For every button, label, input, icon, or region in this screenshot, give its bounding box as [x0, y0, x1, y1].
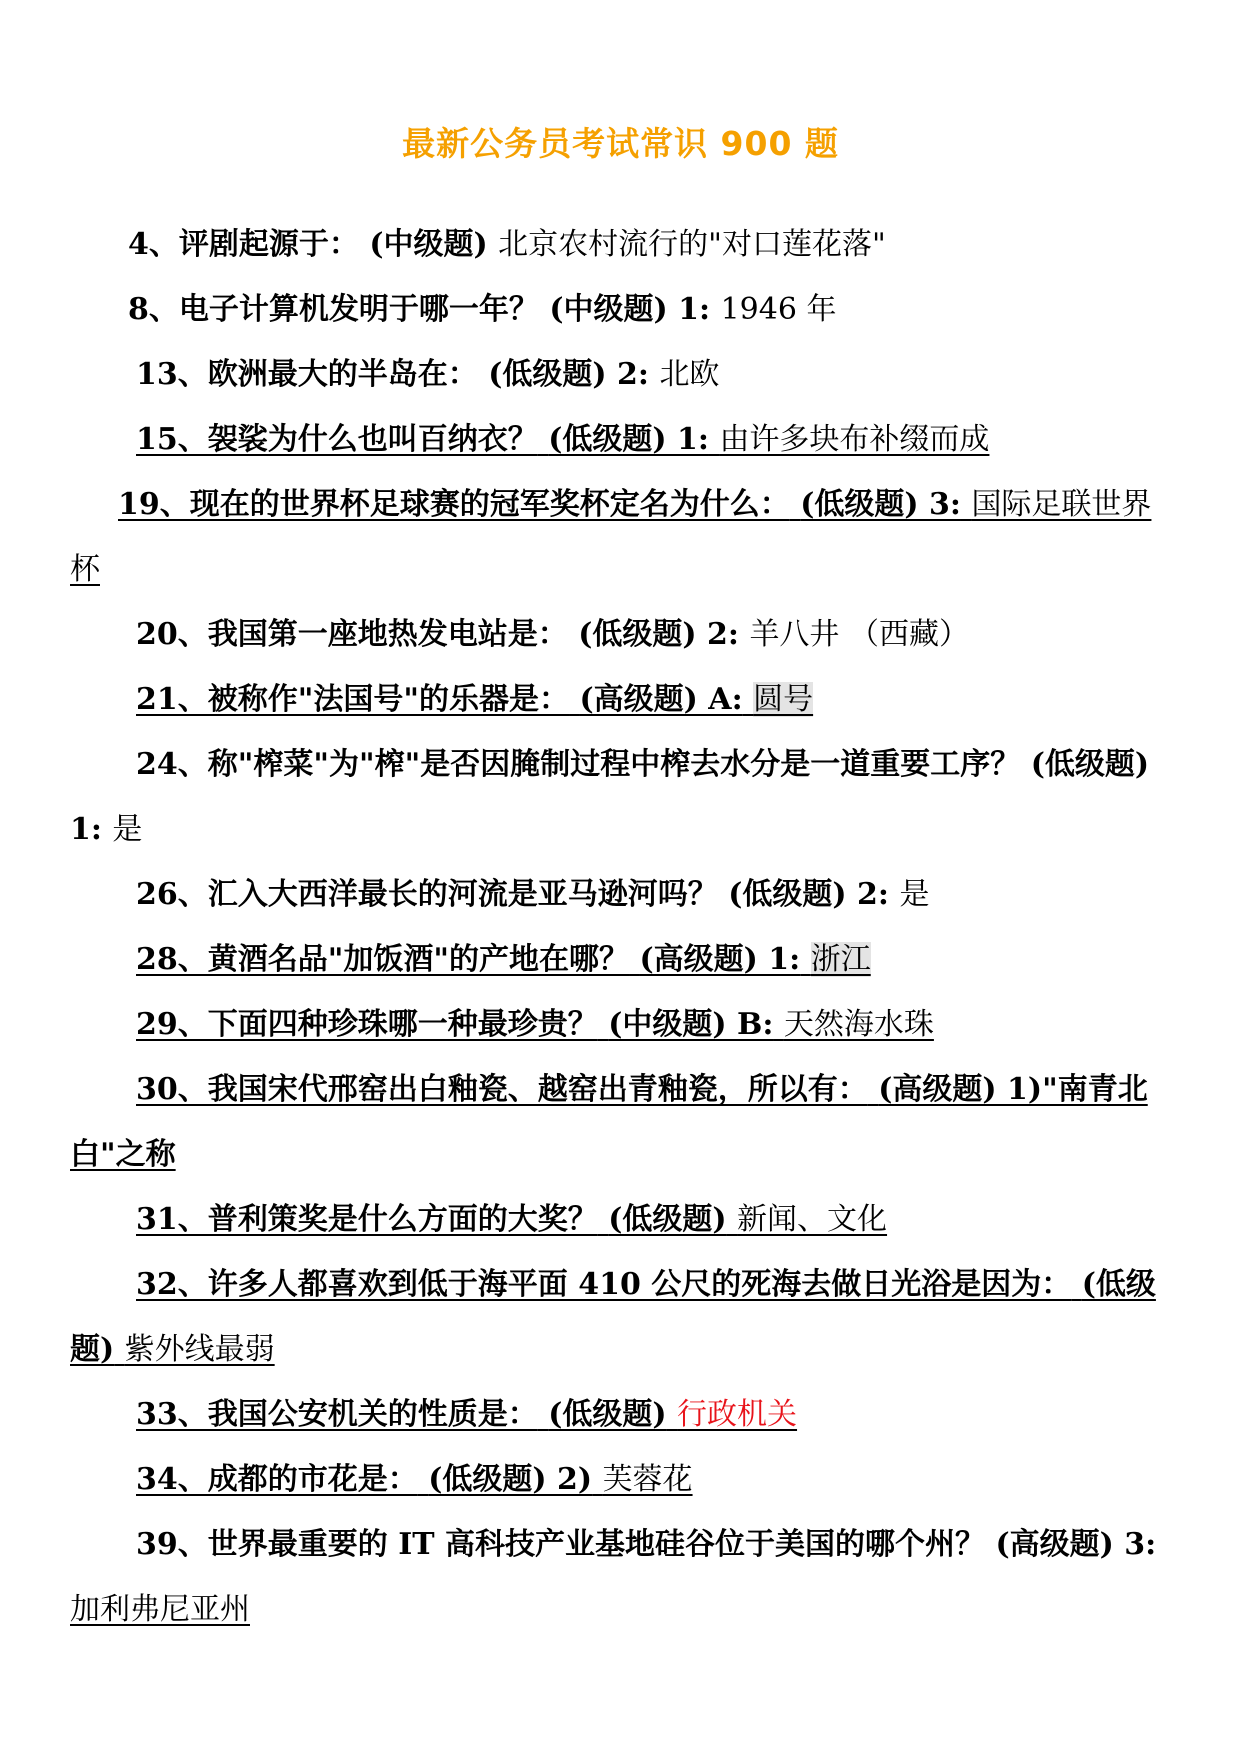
answer-text: 1946 年 [720, 292, 837, 327]
question-level: (中级题) 1: [549, 292, 711, 327]
question-text: 20、我国第一座地热发电站是： [136, 617, 568, 652]
question-level: (低级题) [548, 1397, 667, 1432]
list-item [70, 277, 1175, 342]
list-item [70, 992, 1175, 1057]
question-level: (低级题) [70, 1267, 1156, 1367]
question-text: 29、下面四种珍珠哪一种最珍贵？ [136, 1007, 598, 1042]
answer-text: 圆号 [753, 682, 814, 717]
question-text: 28、黄酒名品"加饭酒"的产地在哪？ [136, 942, 630, 977]
list-item [70, 1447, 1175, 1512]
question-text: 33、我国公安机关的性质是： [136, 1397, 538, 1432]
list-item [70, 212, 1175, 277]
list-item [70, 927, 1175, 992]
list-item [70, 1382, 1175, 1447]
question-text: 21、被称作"法国号"的乐器是： [136, 682, 570, 717]
question-level: (高级题) A: [579, 682, 743, 717]
question-level: (低级题) 1: [70, 747, 1150, 847]
answer-text: 芙蓉花 [602, 1462, 693, 1497]
list-item [70, 1057, 1175, 1187]
list-item [70, 862, 1175, 927]
question-level: (高级题) 1)"南青北白"之称 [70, 1072, 1148, 1172]
question-text: 26、汇入大西洋最长的河流是亚马逊河吗？ [136, 877, 718, 912]
answer-text: 由许多块布补缀而成 [719, 422, 990, 457]
list-item [70, 667, 1175, 732]
question-text: 13、欧洲最大的半岛在： [136, 357, 478, 392]
answer-text: 浙江 [810, 942, 871, 977]
answer-text-red: 行政机关 [677, 1397, 798, 1432]
list-item [70, 602, 1175, 667]
list-item [70, 1187, 1175, 1252]
question-level: (高级题) 1: [639, 942, 801, 977]
answer-text: 加利弗尼亚州 [70, 1592, 250, 1627]
question-level: (低级题) 1: [548, 422, 709, 457]
list-item [70, 342, 1175, 407]
page-title: 最新公务员考试常识 900 题 [402, 124, 839, 163]
answer-text: 北欧 [659, 357, 720, 392]
list-item [70, 1512, 1175, 1642]
question-level: (低级题) 2: [728, 877, 889, 912]
question-text: 34、成都的市花是： [136, 1462, 418, 1497]
question-text: 30、我国宋代邢窑出白釉瓷、越窑出青釉瓷，所以有： [136, 1072, 868, 1107]
question-level: (低级题) [608, 1202, 727, 1237]
question-level: (中级题) [369, 227, 488, 262]
answer-text: 北京农村流行的"对口莲花落" [498, 227, 886, 262]
question-text: 8、电子计算机发明于哪一年？ [128, 292, 539, 327]
question-list [70, 212, 1175, 1642]
question-text: 39、世界最重要的 IT 高科技产业基地硅谷位于美国的哪个州？ [136, 1527, 985, 1562]
answer-text: 天然海水珠 [783, 1007, 934, 1042]
question-text: 24、称"榨菜"为"榨"是否因腌制过程中榨去水分是一道重要工序？ [136, 747, 1021, 782]
question-level: (低级题) 2: [488, 357, 649, 392]
list-item [70, 472, 1175, 602]
question-text: 19、现在的世界杯足球赛的冠军奖杯定名为什么： [118, 487, 790, 522]
answer-text: 国际足联世界杯 [70, 487, 1152, 587]
question-level: (低级题) 2) [428, 1462, 593, 1497]
list-item [70, 732, 1175, 862]
question-level: (高级题) 3: [995, 1527, 1157, 1562]
answer-text: 是 [899, 877, 930, 912]
question-text: 4、评剧起源于： [128, 227, 359, 262]
answer-text: 新闻、文化 [737, 1202, 888, 1237]
question-level: (低级题) 2: [578, 617, 739, 652]
answer-text: 是 [112, 812, 143, 847]
answer-text: 羊八井 （西藏） [749, 617, 969, 652]
question-level: (中级题) B: [608, 1007, 774, 1042]
list-item [70, 407, 1175, 472]
question-text: 31、普利策奖是什么方面的大奖？ [136, 1202, 598, 1237]
question-level: (低级题) 3: [800, 487, 961, 522]
list-item [70, 1252, 1175, 1382]
question-text: 32、许多人都喜欢到低于海平面 410 公尺的死海去做日光浴是因为： [136, 1267, 1072, 1302]
answer-text: 紫外线最弱 [124, 1332, 275, 1367]
question-text: 15、袈裟为什么也叫百纳衣？ [136, 422, 538, 457]
